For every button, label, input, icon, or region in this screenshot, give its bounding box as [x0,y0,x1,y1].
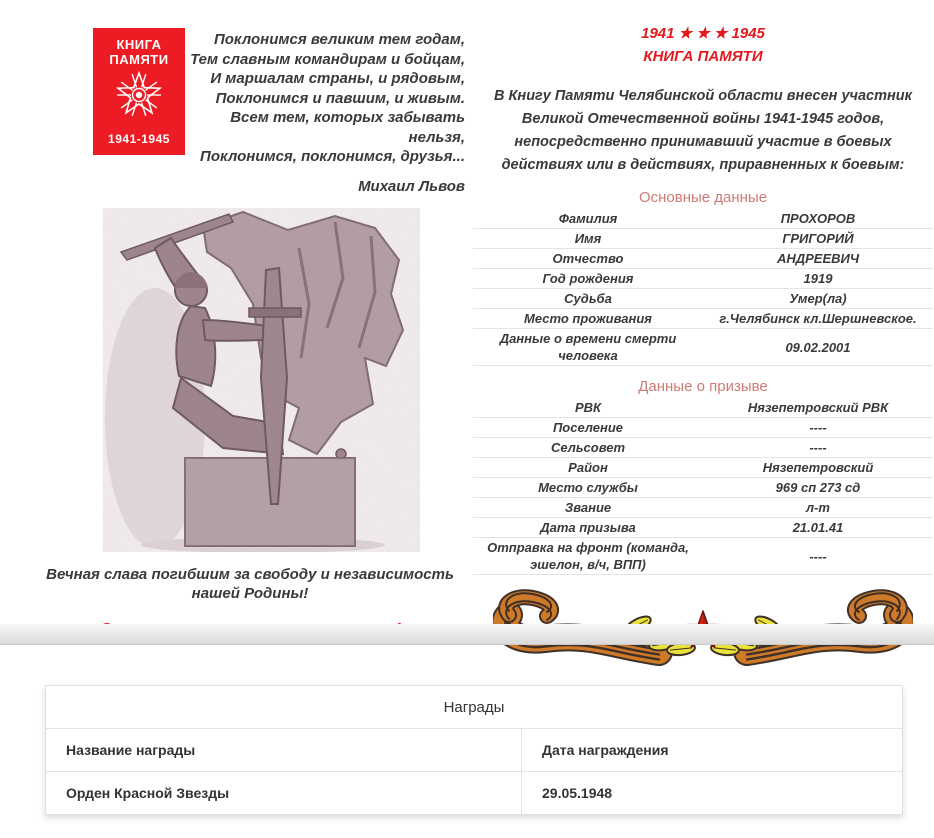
row-patronymic [473,249,933,269]
years-title: 1941 ★ ★ ★ 1945 [641,25,765,42]
section-header-basic-data: Основные данные [638,189,768,206]
cover-and-poem-row [35,28,465,167]
row-first-name [473,229,933,249]
row-label: Фамилия [558,211,618,226]
book-memory-title: КНИГА ПАМЯТИ [643,48,763,65]
row-value: ГРИГОРИЙ [782,231,854,246]
awards-table [45,685,903,815]
row-label: Судьба [564,291,612,306]
intro-paragraph: В Книгу Памяти Челябинской области внесен участник Великой Отечественной войны 1941-1945 годов, непосредственно принимавший участие в боевых действиях или в действиях, приравненных к боевым: [494,88,912,173]
book-cover [93,28,185,155]
row-label: Имя [574,231,602,246]
row-label: Место службы [538,480,638,495]
row-label: Отправка на фронт (команда, эшелон, в/ч, ВПП) [487,540,689,572]
row-label: Звание [564,500,612,515]
row-settlement [473,418,933,438]
row-death-date [473,329,933,366]
poem-line: Поклонимся и павшим, и живым. [215,89,465,107]
row-draft-date [473,518,933,538]
row-label: Дата призыва [540,520,636,535]
left-column [35,28,465,640]
row-value: 09.02.2001 [785,339,851,355]
award-row [46,772,902,814]
row-value: 969 сп 273 сд [775,480,861,495]
eternal-glory-text: Вечная слава погибшим за свободу и независимость нашей Родины! [46,565,454,602]
awards-column-name: Название награды [46,729,522,771]
row-surname [473,209,933,229]
order-star-icon [113,69,165,121]
poem-line: Всем тем, которых забывать нельзя, [230,109,465,146]
book-cover-title-line1: КНИГА [116,37,162,52]
section-divider [0,624,934,645]
awards-title: Награды [46,686,902,729]
row-value: г.Челябинск кл.Шершневское. [719,311,917,326]
row-value: л-т [806,500,830,515]
row-front-departure [473,538,933,575]
poem-author: Михаил Львов [358,177,465,195]
poem-line: Тем славным командирам и бойцам, [190,50,465,68]
section-header-draft-data: Данные о призыве [638,378,768,395]
poem [185,28,465,167]
row-label: Год рождения [542,271,634,286]
row-selsoviet [473,438,933,458]
award-date: 29.05.1948 [542,785,613,801]
poem-line: Поклонимся великим тем годам, [213,31,465,48]
row-label: Место проживания [524,311,652,326]
row-value: ---- [809,420,827,435]
row-value: Нязепетровский [762,460,874,475]
row-label: Поселение [552,420,624,435]
basic-data-table [473,209,933,366]
row-value: ---- [809,440,827,455]
row-service-place [473,478,933,498]
row-rank [473,498,933,518]
row-value: АНДРЕЕВИЧ [776,251,860,266]
poem-line: И маршалам страны, и рядовым, [210,70,465,87]
monument-photo [103,208,420,552]
book-cover-title-line2: ПАМЯТИ [109,52,169,67]
row-district [473,458,933,478]
poem-line: Поклонимся, поклонимся, друзья... [200,148,465,165]
awards-column-date: Дата награждения [542,742,669,758]
row-value: Умер(ла) [789,291,847,306]
book-cover-title [109,37,168,67]
row-label: Район [568,460,608,475]
award-name: Орден Красной Звезды [46,772,522,814]
row-value: ПРОХОРОВ [780,211,856,226]
row-residence [473,309,933,329]
row-label: Данные о времени смерти человека [499,331,677,363]
row-rvk [473,398,933,418]
row-value: ---- [809,548,827,564]
row-label: Сельсовет [550,440,626,455]
row-value: Нязепетровский РВК [747,400,889,415]
awards-header-row [46,729,902,772]
row-label: РВК [574,400,602,415]
row-birth-year [473,269,933,289]
right-column [473,24,933,669]
row-value: 1919 [803,271,833,286]
row-value: 21.01.41 [792,520,844,535]
row-fate [473,289,933,309]
row-label: Отчество [552,251,624,266]
book-cover-years: 1941-1945 [108,132,170,146]
draft-data-table [473,398,933,575]
